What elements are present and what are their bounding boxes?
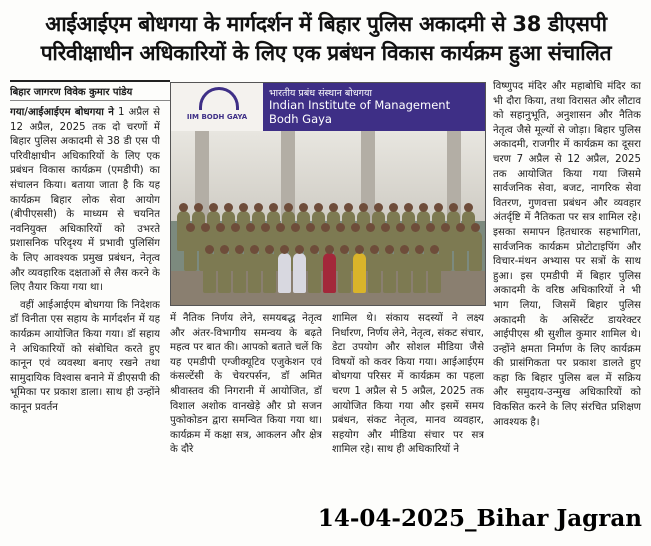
person-head	[231, 223, 240, 232]
person-figure	[454, 231, 467, 271]
person-head	[314, 203, 323, 212]
person-head	[295, 245, 304, 254]
person-head	[239, 203, 248, 212]
person-head	[321, 223, 330, 232]
person-figure	[428, 253, 441, 293]
person-figure	[338, 253, 351, 293]
person-head	[254, 203, 263, 212]
logo-text: IIM BODH GAYA	[186, 113, 248, 121]
person-head	[179, 203, 188, 212]
person-head	[250, 245, 259, 254]
news-photo	[170, 82, 486, 306]
article-paragraph: विष्णुपद मंदिर और महाबोधि मंदिर का भी दौरा किया, तथा विरासत और लौटाव को सहानुभूति, अनुशासन और नैतिक नेतृत्व जैसे मूल्यों से जोड़ा। बिहार पुलिस अकादमी, राजगीर में कार्यक्रम का दूसरा चरण 7 अप्रैल से 12 अप्रैल, 2025 तक आयोजित किया गया जिसमे सार्वजनिक सेवा, बजट, नागरिक सेवा वितरण, गुणवत्ता प्रबंधन और व्यवहार अंतर्दृष्टि में नैतिकता पर सत्र शामिल रहे। इसका समापन हितधारक सहभागिता, सार्वजनिक कार्यक्रम प्रोटोटाइपिंग और विचार-मंथन अभ्यास पर सत्रों के साथ हुआ। इस एमडीपी में बिहार पुलिस अकादमी के वरिष्ठ अधिकारियों ने भी भाग लिया, जिसमें बिहार पुलिस अकादमी के असिस्टेंट डायरेक्टर आईपीएस श्री सुशील कुमार शामिल थे। उन्होंने क्षमता निर्माण के लिए कार्यक्रम की प्रासंगिकता पर प्रकाश डालते हुए कहा कि बिहार पुलिस बल में सक्रिय और समुदाय-उन्मुख अधिकारियों को विकसित करने के लिए संरचित प्रशिक्षण आवश्यक है।	[493, 81, 641, 428]
person-head	[201, 223, 210, 232]
banner-english-line-2: Bodh Gaya	[269, 112, 332, 126]
article-paragraph: शामिल थे। संकाय सदस्यों ने लक्ष्य निर्धारण, निर्णय लेने, नेतृत्व, संकट संचार, डेटा उपयोग और सोशल मीडिया जैसे विषयों को कवर किया गया। आईआईएम बोधगया परिसर में कार्यक्रम का पहला चरण 1 अप्रैल से 5 अप्रैल, 2025 तक आयोजित किया गया और इसमें समय प्रबंधन, संकट नेतृत्व, मानव व्यवहार, सहयोग और मीडिया संचार पर सत्र शामिल रहे। साथ ही अधिकारियों ने	[332, 313, 484, 456]
headline-line-1: आईआईएम बोधगया के मार्गदर्शन में बिहार पुलिस अकादमी से 38 डीएसपी	[45, 12, 607, 36]
person-head	[464, 203, 473, 212]
article-column-1	[10, 106, 160, 516]
article-dateline: गया/आईआईएम बोधगया ने	[10, 107, 114, 118]
article-paragraph: वहीं आईआईएम बोधगया कि निदेशक डॉ विनीता एस सहाय के मार्गदर्शन में यह कार्यक्रम आयोजित किया गया। डॉ सहाय ने अधिकारियों को संबोधित करते हुए कानून एवं व्यवस्था बनाए रखने तथा सामुदायिक विश्वास बनाने में डीएसपी की भूमिका पर प्रकाश डाला। साथ ही उन्होंने कानून प्रवर्तन	[10, 299, 160, 413]
person-head	[449, 203, 458, 212]
person-head	[205, 245, 214, 254]
person-head	[351, 223, 360, 232]
person-head	[216, 223, 225, 232]
person-head	[370, 245, 379, 254]
article-paragraph: में नैतिक निर्णय लेने, समयबद्ध नेतृत्व और अंतर-विभागीय समन्वय के बढ़ते महत्व पर बात की। आपको बताते चलें कि यह एमडीपी एग्जीक्यूटिव एजुकेशन एवं कंसल्टेंसी के चेयरपर्सन, डॉ अमित श्रीवास्तव की निगरानी में आयोजित, डॉ विशाल अशोक वानखेड़े और प्रो सजन पुकोकोडन द्वारा समन्वित किया गया था। कार्यक्रम में कक्षा सत्र, आकलन और क्षेत्र के दौरे	[170, 313, 322, 456]
person-head	[235, 245, 244, 254]
banner-english-line-1: Indian Institute of Management	[269, 98, 451, 112]
person-head	[385, 245, 394, 254]
headline	[10, 10, 642, 68]
article-column-3	[332, 312, 484, 516]
person-head	[366, 223, 375, 232]
banner-hindi: भारतीय प्रबंध संस्थान बोधगया	[269, 88, 372, 99]
banner-english	[269, 98, 450, 126]
article-paragraph: 1 अप्रैल से 12 अप्रैल, 2025 तक दो चरणों में बिहार पुलिस अकादमी से 38 डी एस पी परिवीक्षाधीन अधिकारियों के लिए एक प्रबंधन विकास कार्यक्रम (एमडीपी) का संचालन किया। बताया जाता है कि यह कार्यक्रम बिहार लोक सेवा आयोग (बीपीएससी) के माध्यम से चयनित नवनियुक्त अधिकारियों को उभरते प्रशासनिक परिदृश्य में प्रभावी पुलिसिंग के लिए आवश्यक प्रमुख प्रबंधन, नेतृत्व और व्यवहारिक दक्षताओं से लैस करने के लिए तैयार किया गया था।	[10, 107, 160, 294]
person-head	[344, 203, 353, 212]
person-head	[415, 245, 424, 254]
person-figure	[218, 253, 231, 293]
person-head	[261, 223, 270, 232]
person-figure	[278, 253, 291, 293]
person-head	[269, 203, 278, 212]
person-head	[246, 223, 255, 232]
person-head	[209, 203, 218, 212]
person-head	[430, 245, 439, 254]
group-of-officers	[177, 203, 479, 293]
person-head	[299, 203, 308, 212]
article-column-4	[493, 80, 641, 516]
person-head	[310, 245, 319, 254]
person-head	[426, 223, 435, 232]
person-head	[284, 203, 293, 212]
source-date-label: 14-04-2025_Bihar Jagran	[317, 505, 642, 532]
article-column-2	[170, 312, 322, 516]
person-head	[276, 223, 285, 232]
logo-arc-icon	[199, 87, 239, 110]
person-head	[400, 245, 409, 254]
iim-logo	[171, 83, 263, 131]
person-head	[441, 223, 450, 232]
person-figure	[383, 253, 396, 293]
headline-line-2: परिवीक्षाधीन अधिकारियों के लिए एक प्रबंधन विकास कार्यक्रम हुआ संचालित	[40, 41, 612, 65]
person-head	[306, 223, 315, 232]
person-head	[220, 245, 229, 254]
person-head	[456, 223, 465, 232]
person-head	[359, 203, 368, 212]
person-head	[434, 203, 443, 212]
person-head	[381, 223, 390, 232]
person-head	[374, 203, 383, 212]
person-figure	[413, 253, 426, 293]
person-head	[389, 203, 398, 212]
person-head	[265, 245, 274, 254]
iim-banner	[171, 83, 485, 131]
person-figure	[398, 253, 411, 293]
person-figure	[469, 231, 482, 271]
person-head	[355, 245, 364, 254]
person-figure	[263, 253, 276, 293]
person-figure	[353, 253, 366, 293]
person-head	[291, 223, 300, 232]
person-head	[280, 245, 289, 254]
person-head	[404, 203, 413, 212]
person-head	[325, 245, 334, 254]
person-figure	[203, 253, 216, 293]
person-head	[194, 203, 203, 212]
person-head	[329, 203, 338, 212]
person-figure	[308, 253, 321, 293]
person-figure	[248, 253, 261, 293]
person-head	[224, 203, 233, 212]
person-head	[419, 203, 428, 212]
person-figure	[293, 253, 306, 293]
person-figure	[184, 231, 197, 271]
person-head	[336, 223, 345, 232]
byline: बिहार जागरण विवेक कुमार पांडेय	[10, 80, 170, 101]
person-head	[340, 245, 349, 254]
person-figure	[368, 253, 381, 293]
person-head	[396, 223, 405, 232]
person-head	[186, 223, 195, 232]
person-figure	[323, 253, 336, 293]
person-head	[471, 223, 480, 232]
person-figure	[233, 253, 246, 293]
person-head	[411, 223, 420, 232]
